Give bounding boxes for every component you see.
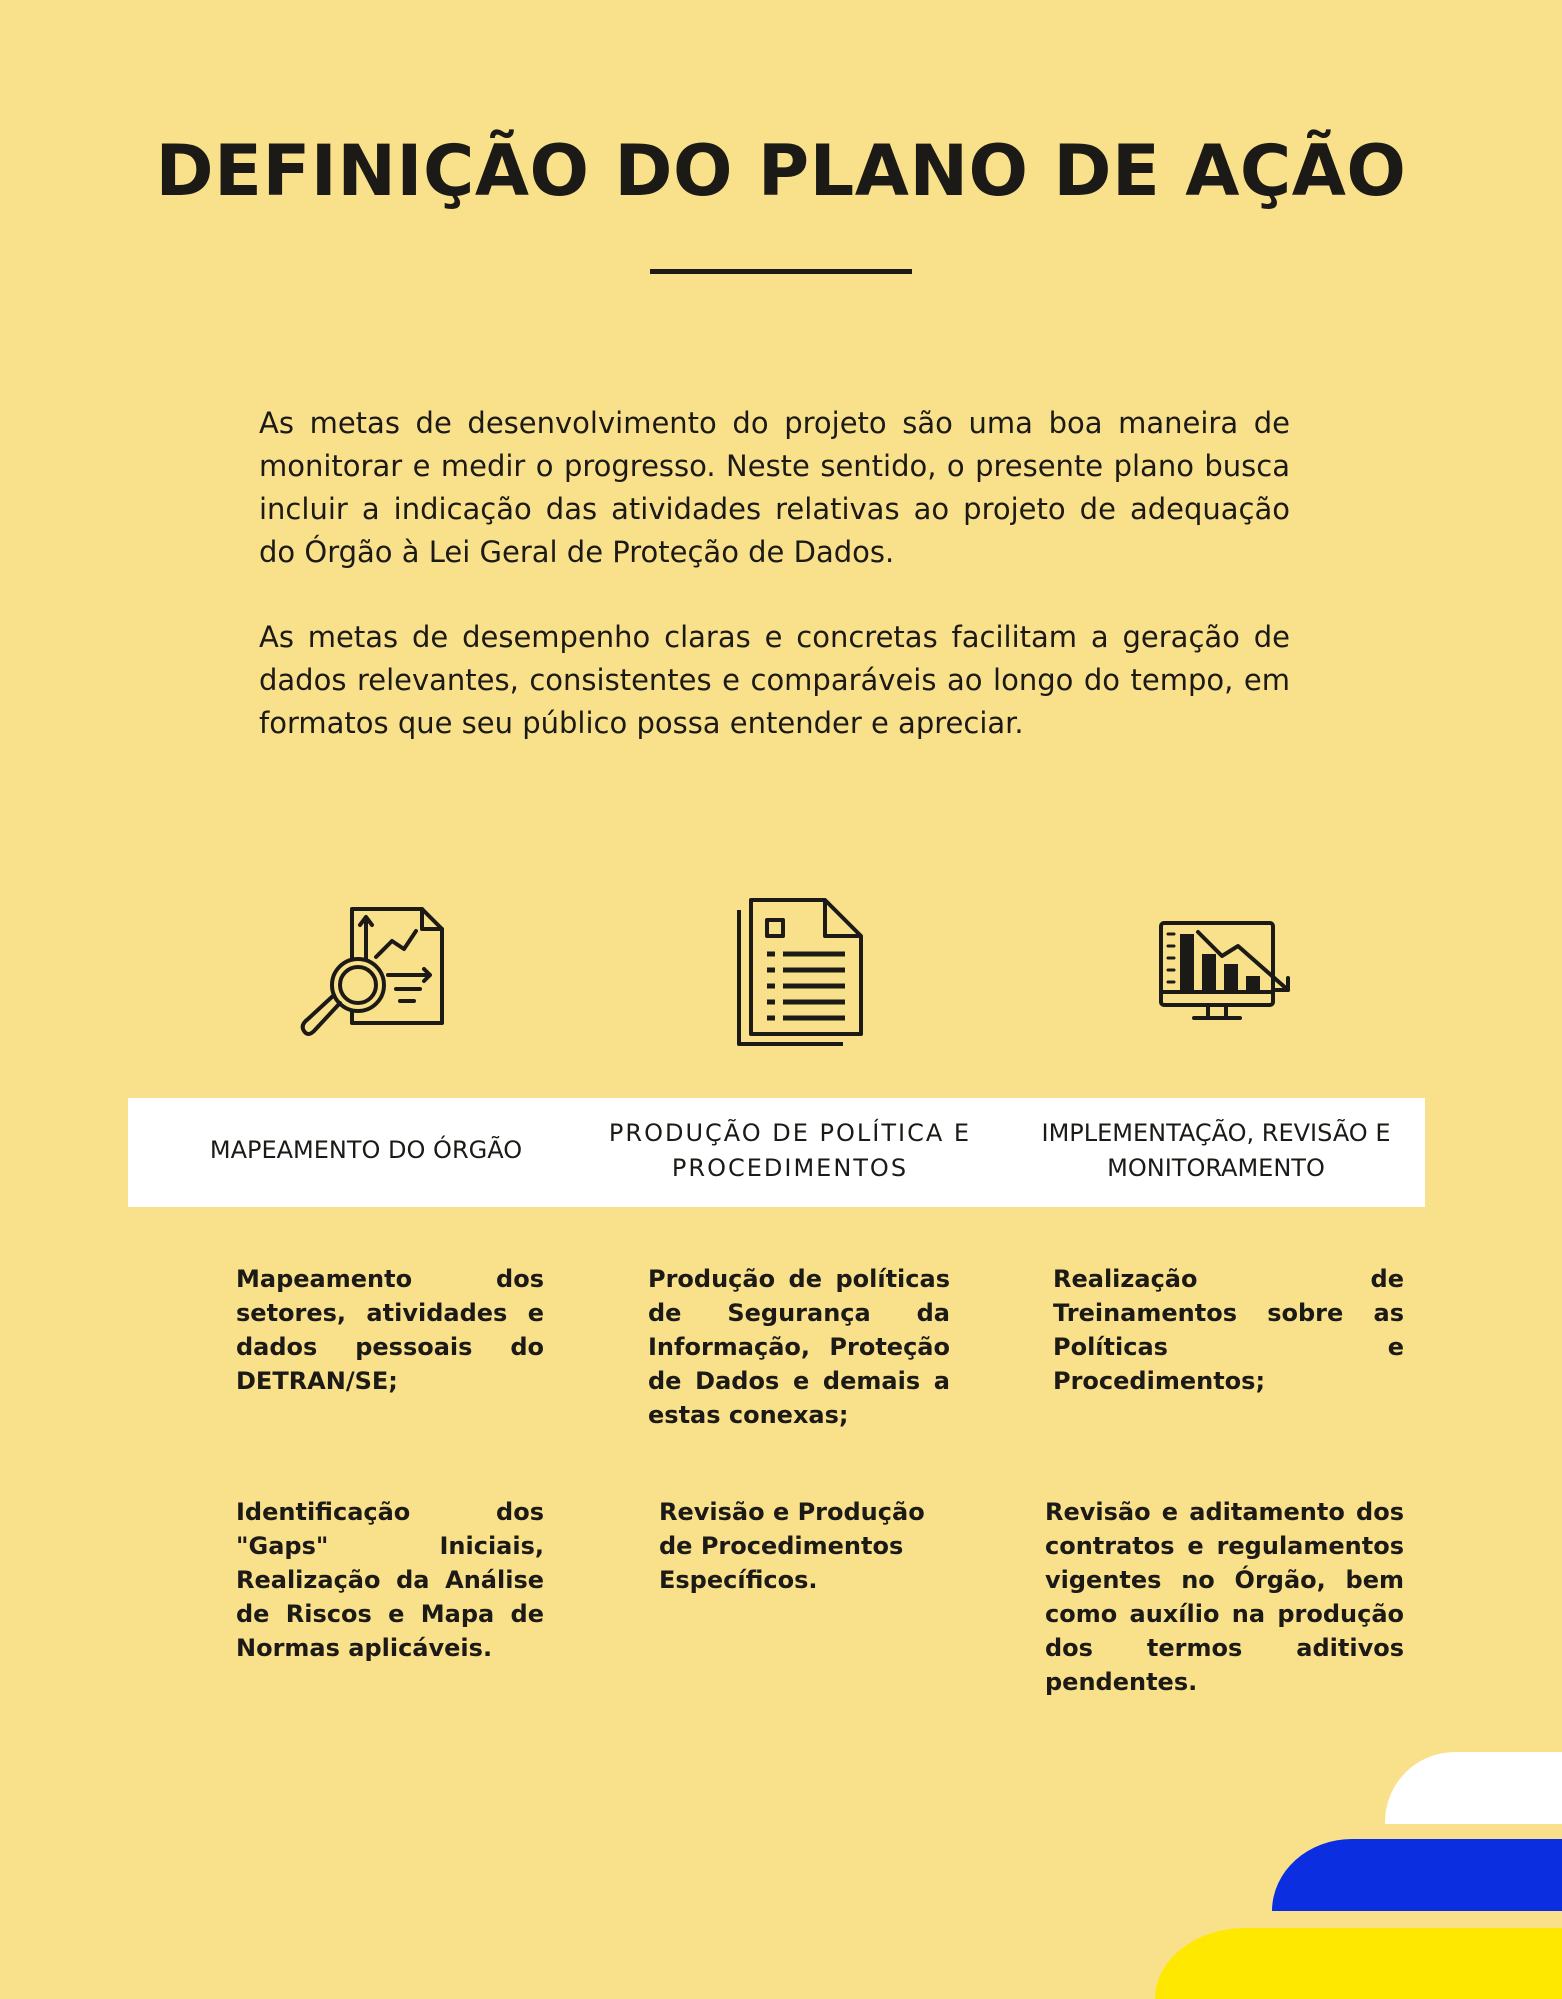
decorative-stripe-yellow xyxy=(1155,1928,1562,1999)
page-title: DEFINIÇÃO DO PLANO DE AÇÃO xyxy=(155,130,1407,212)
column-3-title: IMPLEMENTAÇÃO, REVISÃO E MONITORAMENTO xyxy=(1041,1119,1391,1182)
decorative-stripe-blue xyxy=(1272,1839,1562,1911)
documents-icon xyxy=(735,898,865,1050)
column-2-item-1: Produção de políticas de Segurança da Informação, Proteção de Dados e demais a estas conexas; xyxy=(648,1265,950,1429)
column-3-item-2: Revisão e aditamento dos contratos e regulamentos vigentes no Órgão, bem como auxílio na produção dos termos aditivos pendentes. xyxy=(1045,1498,1404,1696)
monitor-bar-chart-icon xyxy=(1158,920,1294,1025)
decorative-stripe-white xyxy=(1385,1752,1562,1824)
intro-text xyxy=(259,402,1290,745)
column-2-title: PRODUÇÃO DE POLÍTICA E PROCEDIMENTOS xyxy=(608,1119,972,1182)
title-underline xyxy=(650,269,912,274)
magnifier-chart-document-icon xyxy=(300,905,450,1040)
column-2-item-2: Revisão e Produção de Procedimentos Específicos. xyxy=(659,1498,925,1594)
intro-paragraph-1: As metas de desenvolvimento do projeto são uma boa maneira de monitorar e medir o progresso. Neste sentido, o presente plano busca incluir a indicação das atividades relativas ao projeto de adequação do Órgão à Lei Geral de Proteção de Dados. xyxy=(259,406,1290,569)
column-1-item-1: Mapeamento dos setores, atividades e dados pessoais do DETRAN/SE; xyxy=(236,1265,544,1395)
column-3-item-1: Realização de Treinamentos sobre as Políticas e Procedimentos; xyxy=(1053,1265,1404,1395)
intro-paragraph-2: As metas de desempenho claras e concretas facilitam a geração de dados relevantes, consistentes e comparáveis ao longo do tempo, em formatos que seu público possa entender e apreciar. xyxy=(259,620,1290,740)
column-1-item-2: Identificação dos "Gaps" Iniciais, Realização da Análise de Riscos e Mapa de Normas aplicáveis. xyxy=(236,1498,544,1662)
column-1-title: MAPEAMENTO DO ÓRGÃO xyxy=(209,1136,523,1164)
